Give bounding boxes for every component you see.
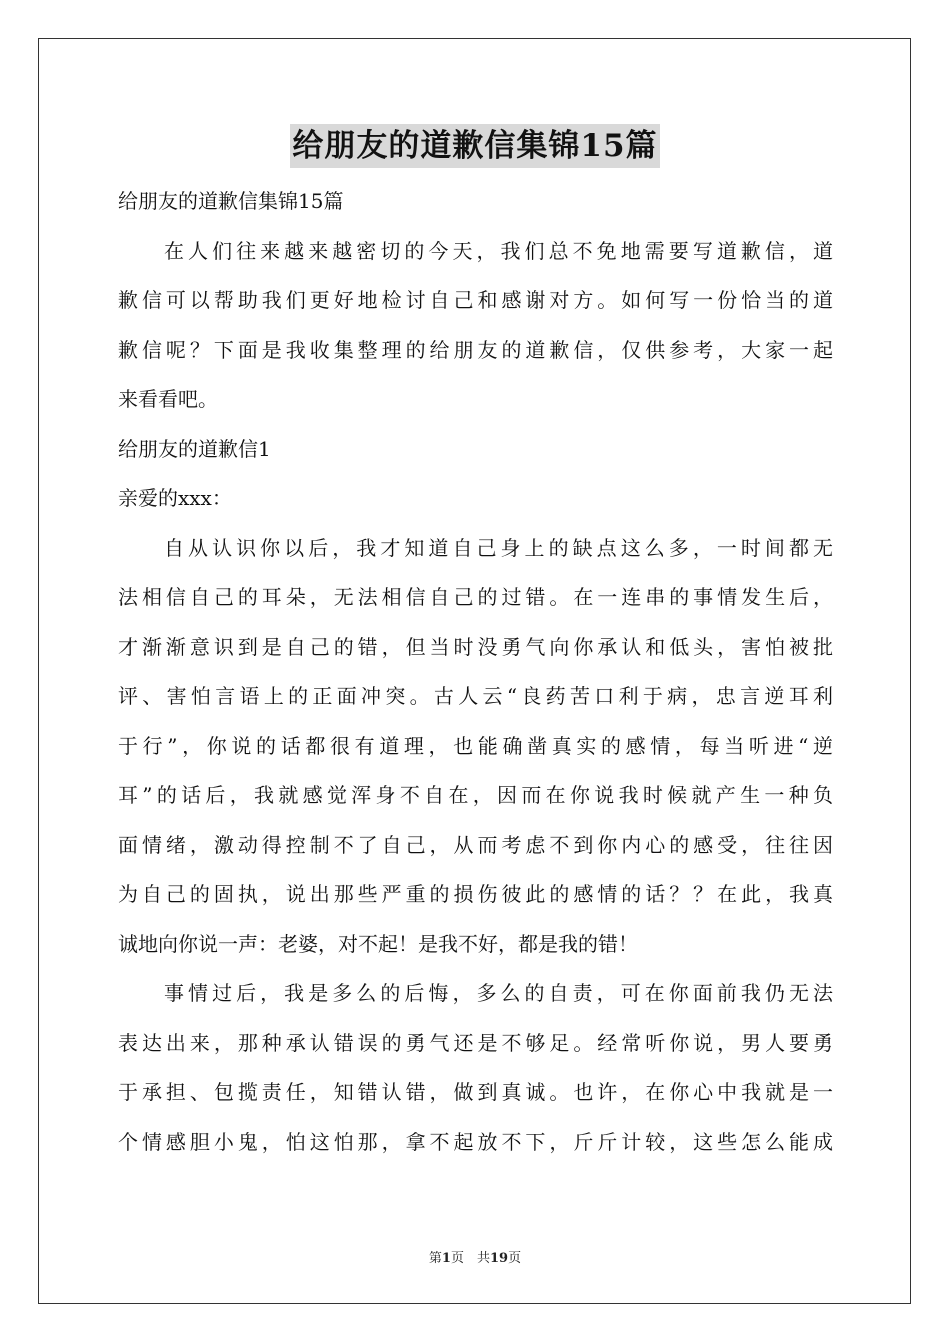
footer-suffix: 页 [508,1251,522,1266]
text-line: 自从认识你以后，我才知道自己身上的缺点这么多，一时间都无 [164,535,833,560]
document-body [118,177,833,1167]
text-line: 事情过后，我是多么的后悔，多么的自责，可在你面前我仍无法 [164,981,833,1005]
page-footer [0,1247,950,1266]
text-line: 给朋友的道歉信1 [118,436,271,461]
text-line: 亲爱的xxx： [118,486,232,510]
text-line: 才渐渐意识到是自己的错，但当时没勇气向你承认和低头，害怕被批 [118,634,833,659]
text-line: 评、害怕言语上的正面冲突。古人云“良药苦口利于病，忠言逆耳利 [118,684,833,708]
text-line: 诚地向你说一声：老婆，对不起！是我不好，都是我的错！ [118,931,638,956]
title-area [0,124,950,168]
footer-total-pages: 19 [489,1251,509,1266]
text-line: 给朋友的道歉信集锦15篇 [118,189,344,213]
text-line: 来看看吧。 [118,387,218,411]
text-line: 法相信自己的耳朵，无法相信自己的过错。在一连串的事情发生后， [118,585,833,609]
text-line: 面情绪，激动得控制不了自己，从而考虑不到你内心的感受，往往因 [118,832,833,857]
text-line: 于承担、包揽责任，知错认错，做到真诚。也许，在你心中我就是一 [118,1080,833,1104]
text-line: 个情感胆小鬼，怕这怕那，拿不起放不下，斤斤计较，这些怎么能成 [118,1129,833,1154]
footer-current-page: 1 [441,1251,451,1266]
text-line: 于行”，你说的话都很有道理，也能确凿真实的感情，每当听进“逆 [118,733,833,758]
text-line: 耳”的话后，我就感觉浑身不自在，因而在你说我时候就产生一种负 [118,783,833,807]
text-line: 歉信呢？下面是我收集整理的给朋友的道歉信，仅供参考，大家一起 [118,337,833,362]
text-line: 为自己的固执，说出那些严重的损伤彼此的感情的话？？在此，我真 [118,882,833,906]
text-line: 在人们往来越来越密切的今天，我们总不免地需要写道歉信，道 [164,238,833,263]
text-line: 表达出来，那种承认错误的勇气还是不够足。经常听你说，男人要勇 [118,1030,833,1055]
footer-mid: 页 共 [450,1251,490,1266]
text-line: 歉信可以帮助我们更好地检讨自己和感谢对方。如何写一份恰当的道 [118,288,833,312]
document-title: 给朋友的道歉信集锦15篇 [290,124,659,168]
footer-prefix: 第 [428,1251,442,1266]
